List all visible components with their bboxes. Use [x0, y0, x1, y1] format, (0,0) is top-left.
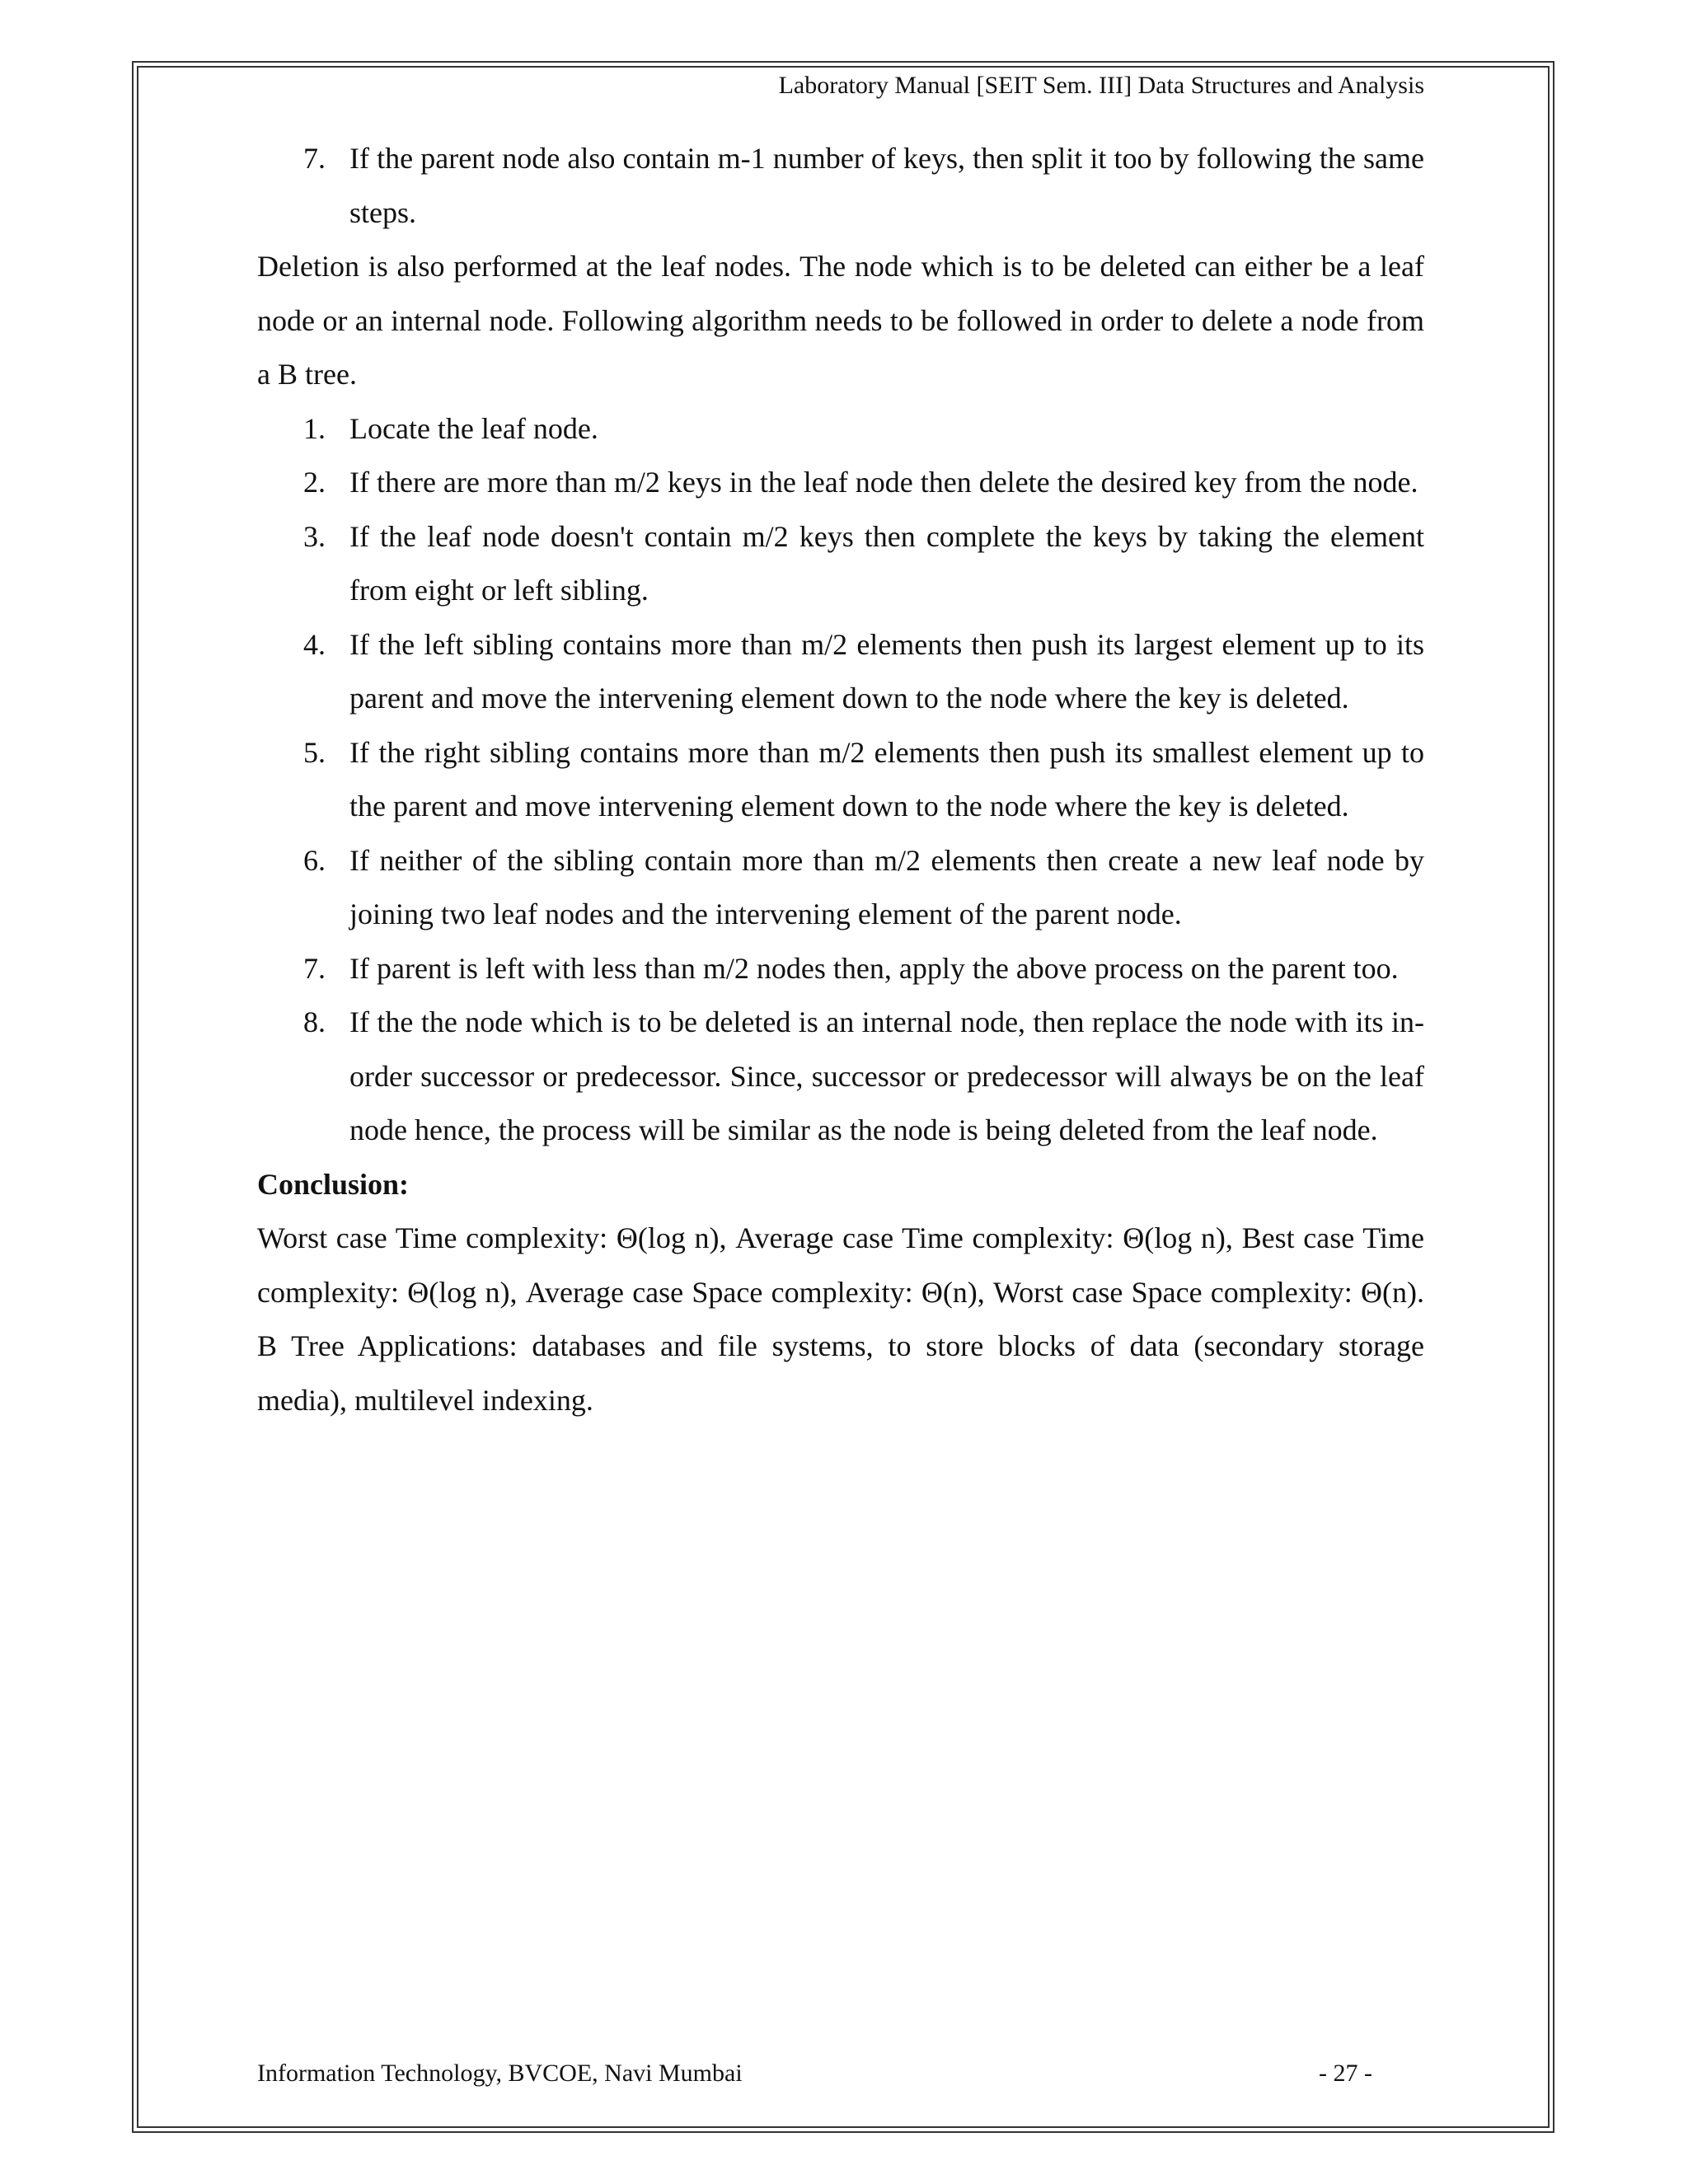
- list-number: 7.: [303, 951, 326, 985]
- list-item: [257, 402, 1424, 457]
- list-text: If the right sibling contains more than m/2 elements then push its smallest element up to the parent and move intervening element down to the node where the key is deleted.: [349, 735, 1424, 823]
- list-text: If the the node which is to be deleted is an internal node, then replace the node with its in-order successor or predecessor. Since, successor or predecessor will always be on the leaf node hence, the process will be similar as the node is being deleted from the leaf node.: [349, 1005, 1424, 1146]
- list-number: 2.: [303, 466, 326, 499]
- list-number: 5.: [303, 735, 326, 769]
- list-text: If the left sibling contains more than m/2 elements then push its largest element up to its parent and move the intervening element down to the node where the key is deleted.: [349, 627, 1424, 715]
- list-item: [257, 456, 1424, 510]
- footer-institution: Information Technology, BVCOE, Navi Mumbai: [257, 2060, 743, 2087]
- list-text: If the parent node also contain m-1 number of keys, then split it too by following the same steps.: [349, 142, 1424, 229]
- list-number: 8.: [303, 1005, 326, 1038]
- list-text: If parent is left with less than m/2 nodes then, apply the above process on the parent too.: [349, 951, 1399, 985]
- deletion-steps: [257, 402, 1424, 1158]
- list-number: 6.: [303, 843, 326, 877]
- list-number: 1.: [303, 411, 326, 445]
- deletion-intro: Deletion is also performed at the leaf nodes. The node which is to be deleted can either be a leaf node or an internal node. Following algorithm needs to be followed in order to delete a node from a B tree.: [257, 250, 1424, 391]
- list-item: [257, 726, 1424, 834]
- list-item: [257, 996, 1424, 1158]
- list-number: 7.: [303, 142, 326, 175]
- page-number: - 27 -: [1319, 2060, 1372, 2087]
- insertion-steps-continued: [257, 132, 1424, 240]
- list-text: If there are more than m/2 keys in the leaf node then delete the desired key from the node.: [349, 466, 1418, 499]
- list-item: [257, 618, 1424, 726]
- list-text: If neither of the sibling contain more than m/2 elements then create a new leaf node by joining two leaf nodes and the intervening element of the parent node.: [349, 843, 1424, 930]
- conclusion-text: Worst case Time complexity: Θ(log n), Average case Time complexity: Θ(log n), Best case Time complexity: Θ(log n), Average case Space complexity: Θ(n), Worst case Space complexity: Θ(n). B Tree Applications: databases and file systems, to store blocks of data (secondary storage media), multilevel indexing.: [257, 1221, 1424, 1417]
- list-number: 3.: [303, 519, 326, 553]
- page-content: [257, 132, 1424, 1427]
- list-item: [257, 834, 1424, 942]
- list-text: If the leaf node doesn't contain m/2 keys then complete the keys by taking the element from eight or left sibling.: [349, 519, 1424, 607]
- list-number: 4.: [303, 627, 326, 661]
- list-text: Locate the leaf node.: [349, 411, 598, 445]
- conclusion-heading: Conclusion:: [257, 1167, 410, 1201]
- list-item: [257, 132, 1424, 240]
- list-item: [257, 510, 1424, 618]
- running-header: Laboratory Manual [SEIT Sem. III] Data Structures and Analysis: [778, 72, 1424, 99]
- list-item: [257, 942, 1424, 996]
